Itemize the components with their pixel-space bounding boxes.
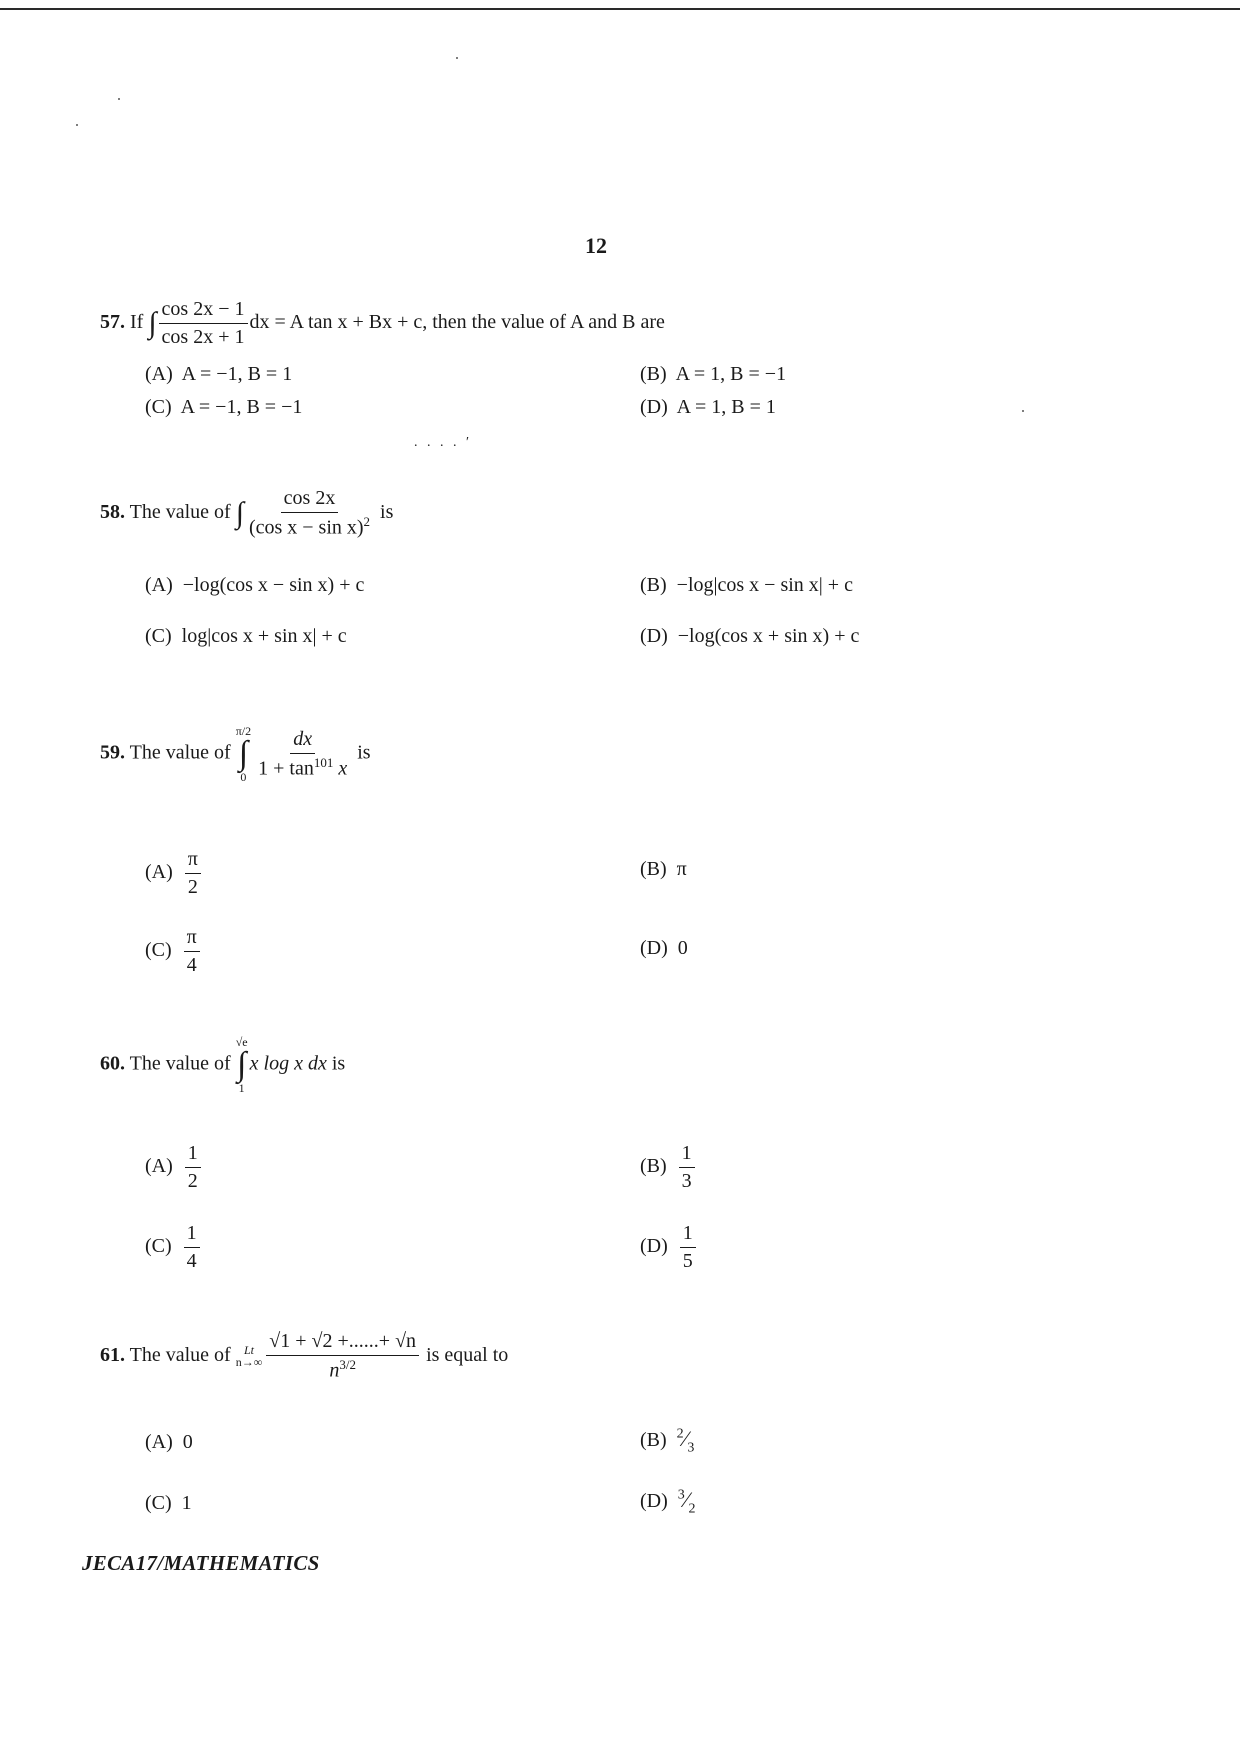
question-tail: dx = A tan x + Bx + c, then the value of A and B are	[249, 311, 665, 334]
option-d-denominator: 2	[688, 1501, 696, 1517]
scan-speck	[1022, 410, 1024, 412]
question-number: 58.	[100, 500, 125, 523]
option-b[interactable]: (B) A = 1, B = −1	[640, 363, 787, 385]
option-a[interactable]: (A) −log(cos x − sin x) + c	[145, 574, 365, 596]
option-d-text: 0	[677, 937, 688, 959]
question-number: 61.	[100, 1343, 125, 1366]
question-lead: If	[130, 311, 144, 334]
option-c-numerator: π	[184, 926, 200, 952]
option-a-text: A = −1, B = 1	[181, 363, 293, 385]
integrand: x log x dx	[249, 1052, 327, 1075]
integrand-fraction	[159, 298, 248, 349]
option-b-numerator: 2	[676, 1426, 684, 1442]
question-number: 59.	[100, 741, 125, 764]
option-a[interactable]: (A) $\frac{1}{2}$	[145, 1142, 203, 1193]
question-number: 60.	[100, 1052, 125, 1075]
expression-denominator-power: 3/2	[339, 1357, 356, 1372]
scan-speck	[456, 57, 458, 59]
option-a-numerator: 1	[185, 1142, 201, 1168]
expression-denominator-base: n	[329, 1359, 340, 1382]
question-number: 57.	[100, 311, 125, 334]
scan-speck	[76, 124, 78, 126]
option-b[interactable]: (B) $^2⁄_3$	[640, 1426, 695, 1456]
option-c-numerator: 1	[184, 1222, 200, 1248]
scan-speck	[118, 98, 120, 100]
integrand-numerator: cos 2x	[281, 487, 339, 513]
option-d-numerator: 1	[680, 1222, 696, 1248]
option-c-denominator: 4	[186, 1250, 197, 1272]
question-tail: is equal to	[426, 1343, 509, 1366]
definite-integral: π/2 ∫ 0	[235, 724, 252, 784]
top-rule	[0, 8, 1240, 10]
question-60	[100, 1036, 345, 1094]
option-c-text: log|cos x + sin x| + c	[181, 625, 347, 647]
option-b[interactable]: (B) π	[640, 858, 687, 880]
option-a-denominator: 2	[187, 1170, 198, 1192]
option-d[interactable]: (D) A = 1, B = 1	[640, 396, 776, 418]
question-58	[100, 487, 393, 540]
option-a-numerator: π	[185, 848, 201, 874]
option-a[interactable]: (A) 0	[145, 1431, 193, 1453]
denominator-variable: x	[338, 757, 348, 780]
integrand-denominator: cos 2x + 1	[161, 326, 245, 348]
integrand-fraction	[255, 728, 350, 781]
option-d-text: A = 1, B = 1	[676, 396, 776, 418]
page-number: 12	[585, 233, 607, 258]
option-b[interactable]: (B) $\frac{1}{3}$	[640, 1142, 697, 1193]
option-b-denominator: 3	[681, 1170, 692, 1192]
option-d[interactable]: (D) 0	[640, 937, 688, 959]
option-b-text: π	[676, 858, 687, 880]
denominator-power: 2	[363, 514, 371, 529]
question-lead: The value of	[129, 1343, 231, 1366]
option-c-text: 1	[181, 1492, 192, 1514]
option-d-numerator: 3	[677, 1487, 685, 1503]
scan-dots: . . . . ′	[414, 435, 473, 450]
question-lead: The value of	[129, 500, 231, 523]
integrand-denominator: (cos x − sin x)	[248, 516, 364, 539]
limit-operator	[236, 1344, 263, 1368]
upper-limit: π/2	[235, 724, 252, 738]
integrand-fraction	[246, 487, 373, 540]
question-59	[100, 725, 371, 783]
integral-sign: ∫	[235, 496, 244, 530]
integrand-numerator: dx	[293, 727, 313, 750]
question-tail: is	[357, 741, 371, 764]
option-c[interactable]: (C) 1	[145, 1492, 192, 1514]
limit-subscript: n→∞	[235, 1355, 263, 1370]
integrand-numerator: cos 2x − 1	[159, 298, 248, 324]
definite-integral: √e ∫ 1	[235, 1035, 248, 1095]
option-c-denominator: 4	[186, 954, 197, 976]
option-d-denominator: 5	[682, 1250, 693, 1272]
question-lead: The value of	[129, 741, 231, 764]
option-c[interactable]: (C) $\frac{\pi}{4}$	[145, 926, 202, 977]
option-a-text: 0	[182, 1431, 193, 1453]
expression-numerator: √1 + √2 +......+ √n	[266, 1330, 419, 1356]
option-a-text: −log(cos x − sin x) + c	[182, 574, 365, 596]
option-d[interactable]: (D) $\frac{1}{5}$	[640, 1222, 698, 1273]
integrand-denominator: 1 + tan	[258, 757, 314, 780]
denominator-power: 101	[313, 754, 334, 770]
limit-expression	[266, 1330, 419, 1383]
upper-limit: √e	[235, 1035, 248, 1049]
option-b-denominator: 3	[687, 1440, 695, 1456]
question-61	[100, 1330, 508, 1383]
lower-limit: 0	[240, 770, 247, 784]
option-a-denominator: 2	[187, 876, 198, 898]
integral-sign: ∫	[148, 306, 157, 340]
option-c-text: A = −1, B = −1	[180, 396, 303, 418]
question-57	[100, 298, 665, 349]
question-tail: is	[380, 500, 394, 523]
option-b-numerator: 1	[679, 1142, 695, 1168]
option-b[interactable]: (B) −log|cos x − sin x| + c	[640, 574, 853, 596]
option-d[interactable]: (D) −log(cos x + sin x) + c	[640, 625, 860, 647]
option-b-text: −log|cos x − sin x| + c	[676, 574, 853, 596]
option-b-text: A = 1, B = −1	[675, 363, 787, 385]
question-tail: is	[331, 1052, 346, 1075]
option-d[interactable]: (D) $^3⁄_2$	[640, 1487, 696, 1517]
footer-code: JECA17/MATHEMATICS	[82, 1551, 320, 1575]
limit-label: Lt	[243, 1343, 254, 1358]
lower-limit: 1	[238, 1081, 245, 1095]
option-a[interactable]: (A) A = −1, B = 1	[145, 363, 293, 385]
question-lead: The value of	[129, 1052, 231, 1075]
option-c[interactable]: (C) A = −1, B = −1	[145, 396, 303, 418]
option-a[interactable]: (A) $\frac{\pi}{2}$	[145, 848, 203, 899]
option-c[interactable]: (C) log|cos x + sin x| + c	[145, 625, 347, 647]
option-d-text: −log(cos x + sin x) + c	[677, 625, 860, 647]
option-c[interactable]: (C) $\frac{1}{4}$	[145, 1222, 202, 1273]
